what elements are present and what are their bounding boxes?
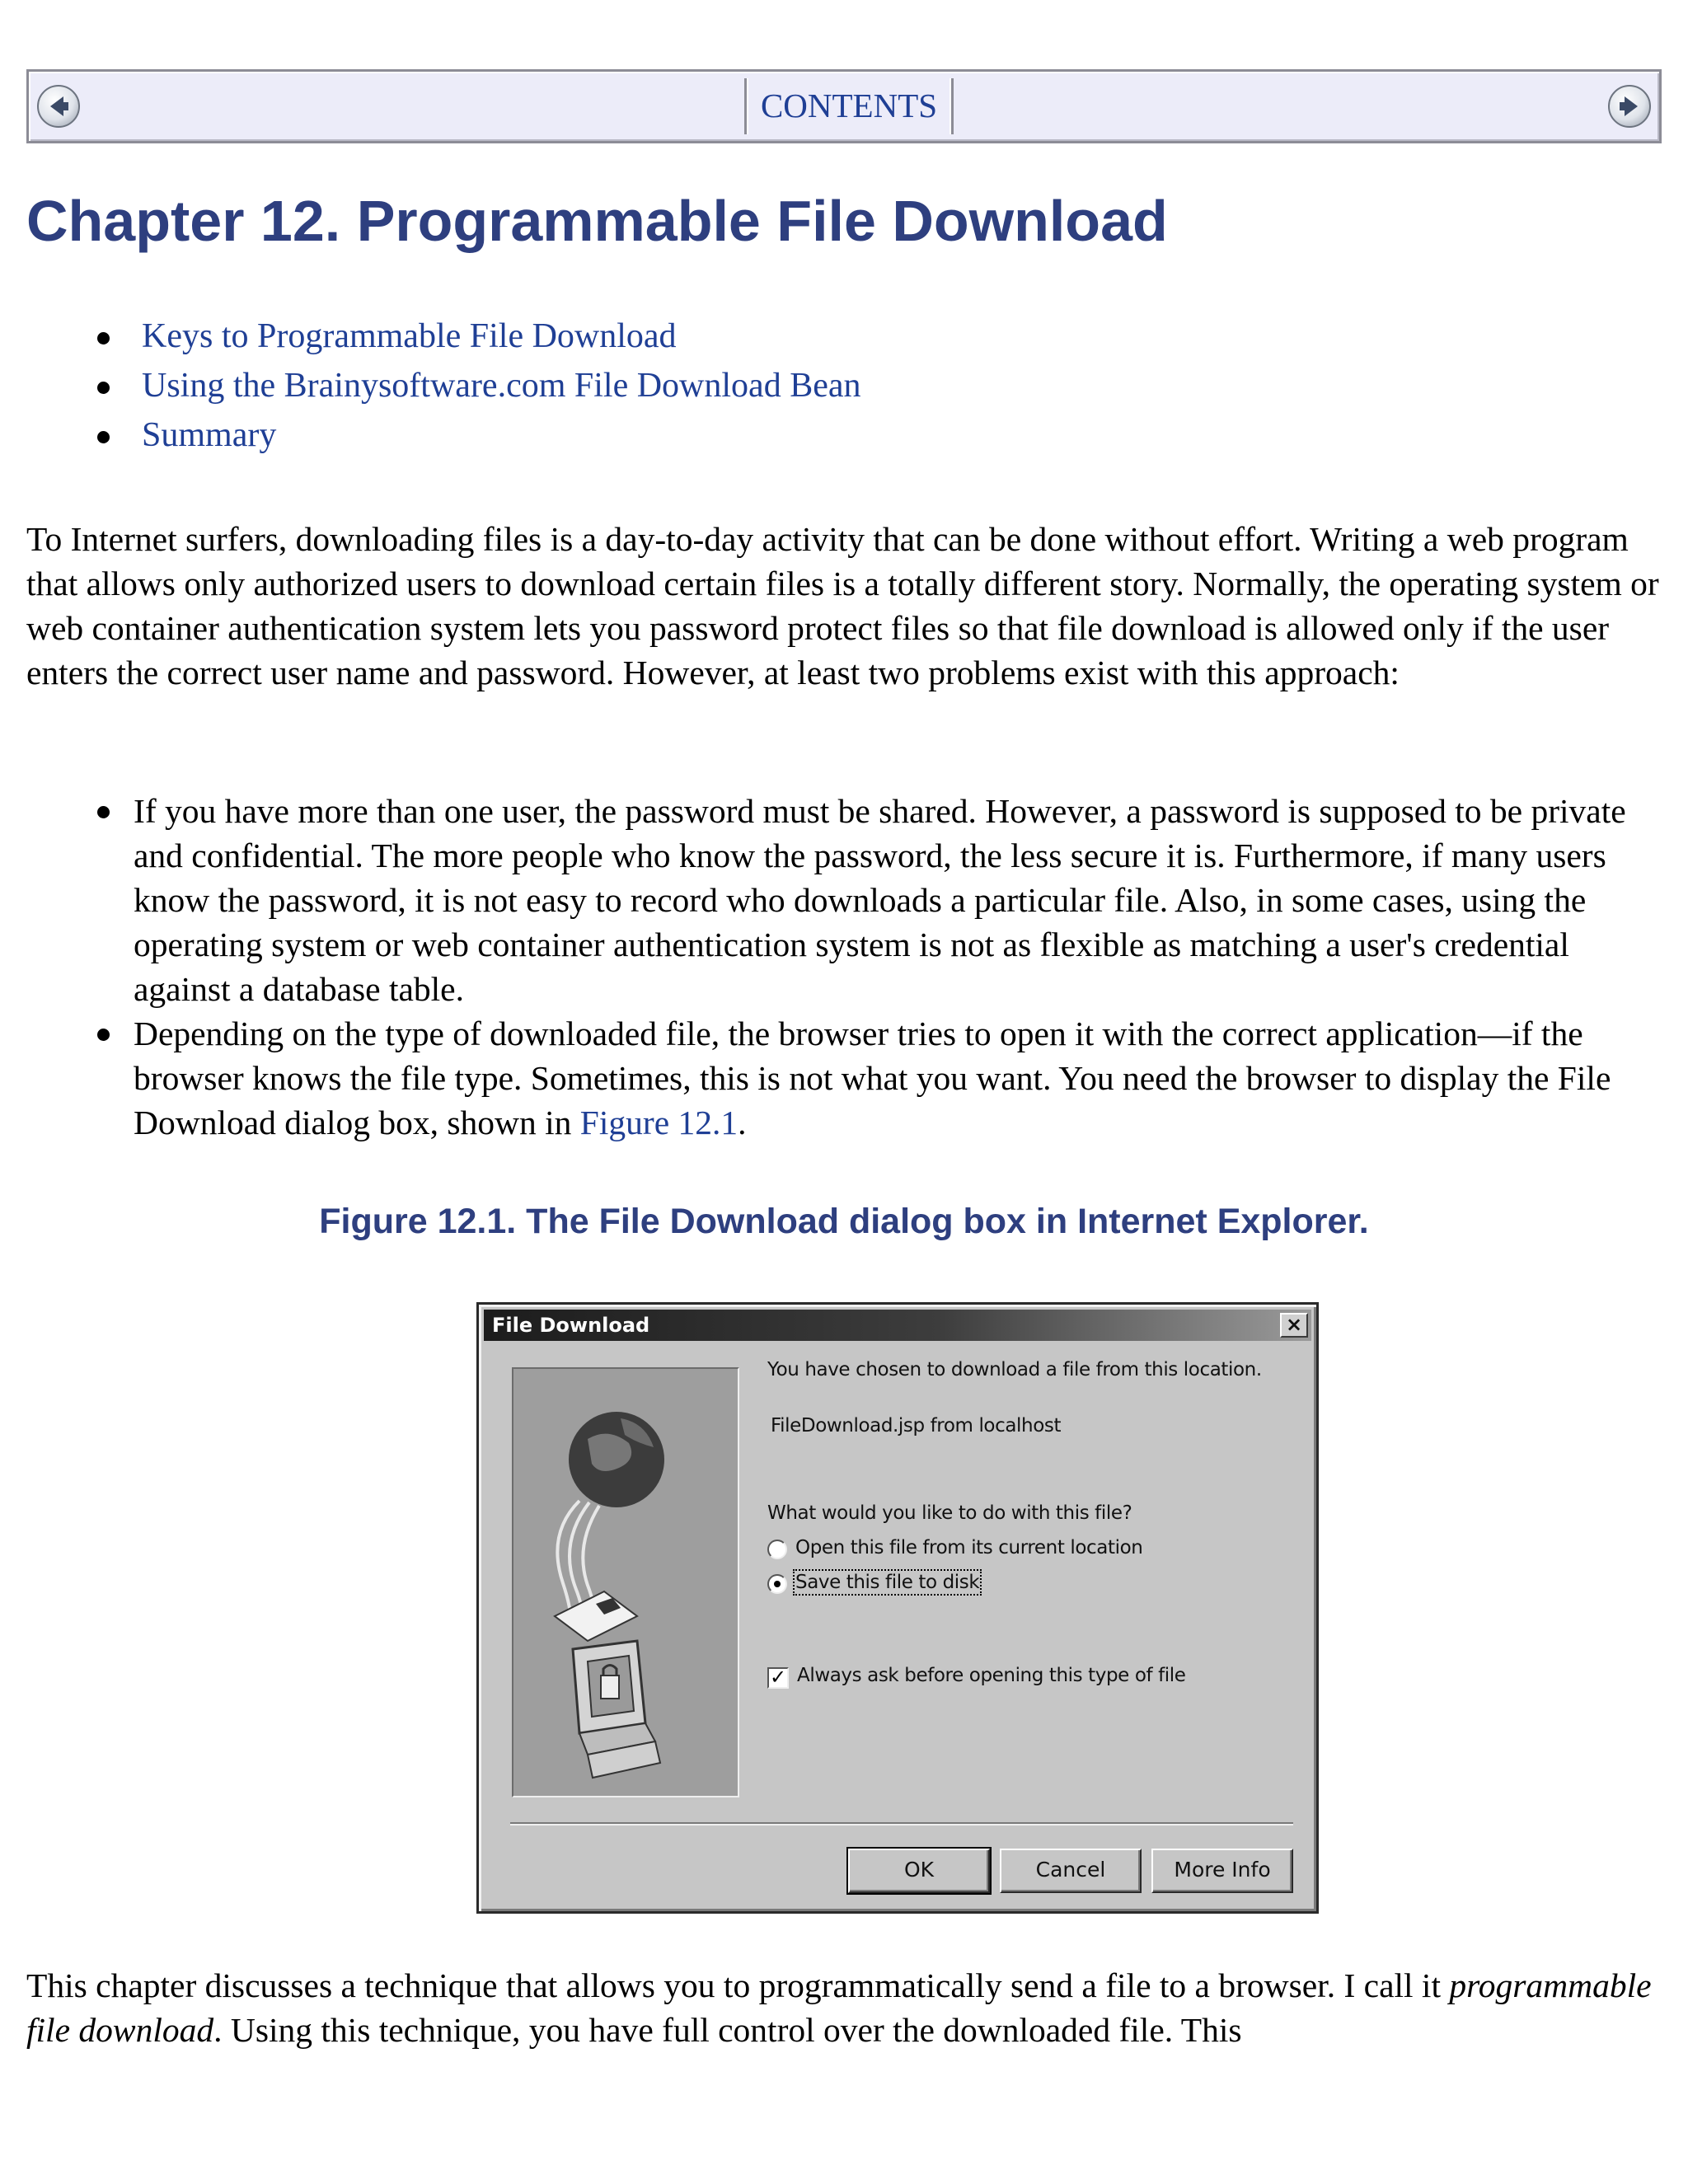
more-info-button[interactable]: More Info — [1151, 1849, 1293, 1893]
save-file-radio[interactable] — [767, 1574, 787, 1594]
open-file-label[interactable]: Open this file from its current location — [795, 1537, 1143, 1558]
save-file-label[interactable]: Save this file to disk — [795, 1572, 980, 1593]
closing-paragraph — [26, 1963, 1667, 2052]
open-file-radio[interactable] — [767, 1540, 787, 1559]
toc-link-keys[interactable]: Keys to Programmable File Download — [91, 312, 860, 361]
next-page-button[interactable] — [1608, 85, 1651, 128]
dialog-separator — [510, 1822, 1293, 1825]
problem-item-text: Depending on the type of downloaded file, the browser tries to open it with the correct application—if the browser knows the file type. Sometimes, this is not what you want. You need the browser to display the File Download dialog box, shown in — [134, 1015, 1611, 1141]
download-illustration — [512, 1367, 739, 1797]
ok-button[interactable]: OK — [848, 1849, 990, 1893]
close-icon: × — [1280, 1313, 1308, 1338]
always-ask-label[interactable]: Always ask before opening this type of file — [797, 1665, 1186, 1686]
section-toc — [91, 312, 860, 460]
previous-page-button[interactable] — [37, 85, 80, 128]
problem-item-password: If you have more than one user, the password must be shared. However, a password is supposed to be private and confidential. The more people who know the password, the less secure it is. Furthermore, if many users know the password, it is not easy to record who downloads a particular file. Also, in some cases, using the operating system or web container authentication system is not as flexible as matching a user's credential against a database table. — [91, 789, 1665, 1011]
problem-list — [91, 789, 1665, 1145]
dialog-message: You have chosen to download a file from this location. — [767, 1359, 1262, 1380]
always-ask-checkbox[interactable]: ✓ — [767, 1667, 789, 1689]
dialog-file-source: FileDownload.jsp from localhost — [771, 1415, 1062, 1436]
problem-item-end: . — [738, 1104, 747, 1141]
dialog-title: File Download — [492, 1314, 650, 1337]
right-arrow-icon — [1610, 87, 1649, 126]
toc-link-bean[interactable]: Using the Brainysoftware.com File Download Bean — [91, 361, 860, 410]
closing-italic-term: programmable file download — [26, 1966, 1652, 2049]
figure-caption: Figure 12.1. The File Download dialog box in Internet Explorer. — [319, 1202, 1369, 1241]
closing-text-end: . Using this technique, you have full control over the downloaded file. This — [213, 2011, 1242, 2049]
toc-link-summary[interactable]: Summary — [91, 410, 860, 460]
left-arrow-icon — [39, 87, 78, 126]
figure-12-1-link[interactable]: Figure 12.1 — [579, 1104, 738, 1141]
cancel-button[interactable]: Cancel — [1000, 1849, 1142, 1893]
dialog-question: What would you like to do with this file? — [767, 1502, 1132, 1524]
chapter-title: Chapter 12. Programmable File Download — [26, 189, 1168, 253]
file-download-dialog-figure — [476, 1302, 1319, 1914]
closing-text-start: This chapter discusses a technique that allows you to programmatically send a file to a browser. I call it — [26, 1966, 1450, 2004]
intro-paragraph: To Internet surfers, downloading files is a day-to-day activity that can be done without effort. Writing a web program that allows only authorized users to download certain files is a totally different story. Normally, the operating system or web container authentication system lets you password protect files so that file download is allowed only if the user enters the correct user name and password. However, at least two problems exist with this approach: — [26, 520, 1659, 691]
navigation-bar — [26, 69, 1662, 143]
problem-item-file-type — [91, 1011, 1665, 1145]
contents-link[interactable]: CONTENTS — [744, 78, 954, 134]
computer-globe-icon — [513, 1369, 738, 1796]
dialog-titlebar — [484, 1310, 1311, 1341]
